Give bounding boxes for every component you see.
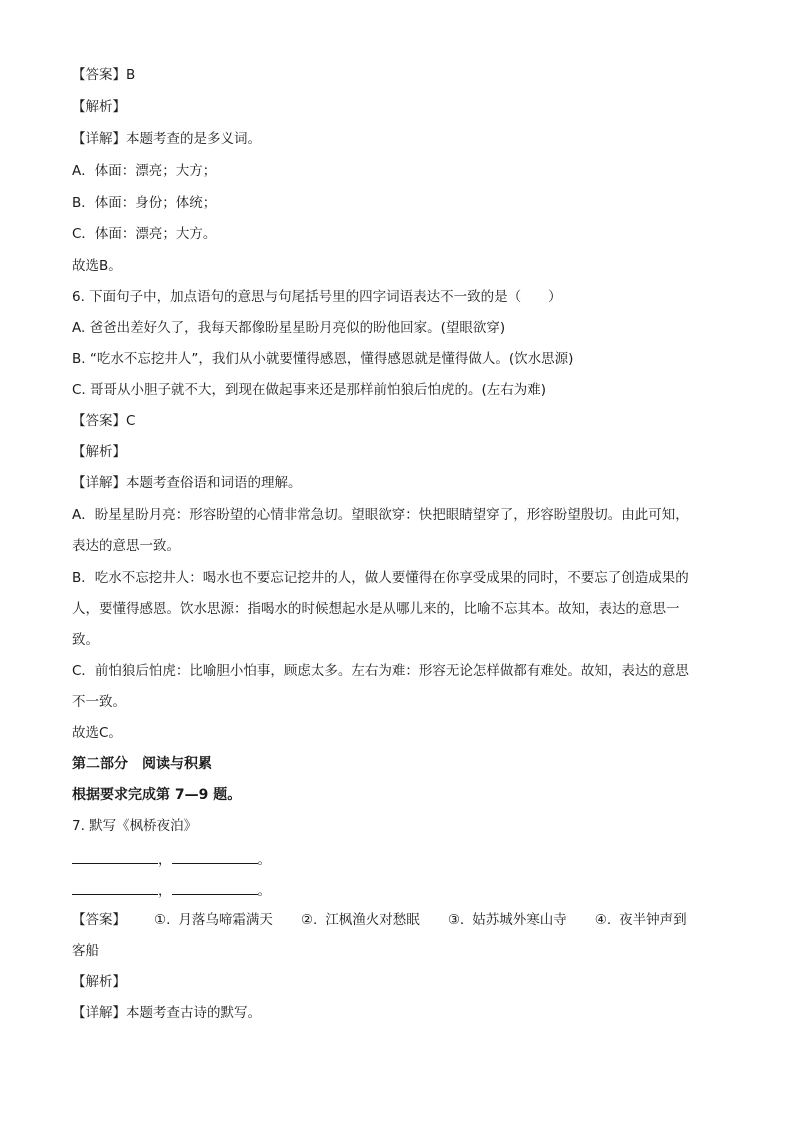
answer-label: 【答案】 [72, 413, 126, 429]
period: 。 [257, 883, 271, 899]
part2-instruction: 根据要求完成第 7—9 题。 [72, 787, 242, 803]
q5-answer [72, 66, 732, 84]
q6-explanation-line: 不一致。 [72, 694, 126, 710]
q6-explanation-line: 致。 [72, 632, 99, 648]
q7-stem: 7. 默写《枫桥夜泊》 [72, 818, 198, 834]
answer-label: 【答案】 [72, 67, 126, 83]
answer-blank [172, 849, 258, 864]
q6-explanation-line: B．吃水不忘挖井人：喝水也不要忘记挖井的人，做人要懂得在你享受成果的同时，不要忘了创造成果的 [72, 570, 689, 586]
q6-explanation-line: 表达的意思一致。 [72, 538, 180, 554]
q5-option-b: B．体面：身份；体统； [72, 195, 217, 211]
q6-stem: 6. 下面句子中，加点语句的意思与句尾括号里的四字词语表达不一致的是（ ） [72, 289, 562, 305]
period: 。 [257, 852, 271, 868]
q5-conclusion: 故选B。 [72, 258, 122, 274]
answer-value: B [126, 67, 136, 83]
answer-item: ①. 月落乌啼霜满天 [154, 912, 273, 928]
q7-analysis-label: 【解析】 [72, 974, 126, 990]
answer-item: ③. 姑苏城外寒山寺 [447, 912, 567, 928]
q6-option-b: B. “吃水不忘挖井人”，我们从小就要懂得感恩，懂得感恩就是懂得做人。(饮水思源) [72, 351, 574, 367]
part2-title: 第二部分 阅读与积累 [72, 756, 212, 772]
q7-blank-row [72, 880, 732, 900]
q5-option-a: A．体面：漂亮；大方； [72, 163, 217, 179]
q6-explanation-line: 人，要懂得感恩。饮水思源：指喝水的时候想起水是从哪儿来的，比喻不忘其本。故知，表达的意思一 [72, 601, 680, 617]
answer-value: C [126, 413, 136, 429]
q6-option-a: A. 爸爸出差好久了，我每天都像盼星星盼月亮似的盼他回家。(望眼欲穿) [72, 320, 506, 336]
q6-option-c: C. 哥哥从小胆子就不大，到现在做起事来还是那样前怕狼后怕虎的。(左右为难) [72, 382, 547, 398]
answer-blank [172, 880, 258, 895]
q6-conclusion: 故选C。 [72, 725, 122, 741]
comma: ， [158, 852, 172, 868]
q6-answer [72, 412, 732, 430]
q6-explanation-line: A．盼星星盼月亮：形容盼望的心情非常急切。望眼欲穿：快把眼睛望穿了，形容盼望殷切。由此可知， [72, 507, 689, 523]
answer-blank [72, 849, 158, 864]
q7-answer [72, 911, 732, 929]
q5-detail: 【详解】本题考查的是多义词。 [72, 131, 261, 147]
q6-detail: 【详解】本题考查俗语和词语的理解。 [72, 475, 302, 491]
q6-explanation-line: C．前怕狼后怕虎：比喻胆小怕事，顾虑太多。左右为难：形容无论怎样做都有难处。故知，表达的意思 [72, 663, 689, 679]
q7-detail: 【详解】本题考查古诗的默写。 [72, 1005, 261, 1021]
q6-analysis-label: 【解析】 [72, 444, 126, 460]
comma: ， [158, 883, 172, 899]
answer-item: ②. 江枫渔火对愁眠 [300, 912, 420, 928]
answer-label: 【答案】 [72, 912, 126, 928]
answer-blank [72, 880, 158, 895]
q5-option-c: C．体面：漂亮；大方。 [72, 226, 217, 242]
answer-item: ④. 夜半钟声到 [594, 912, 687, 928]
q5-analysis-label: 【解析】 [72, 99, 126, 115]
q7-blank-row [72, 849, 732, 869]
q7-answer-wrap: 客船 [72, 943, 99, 959]
